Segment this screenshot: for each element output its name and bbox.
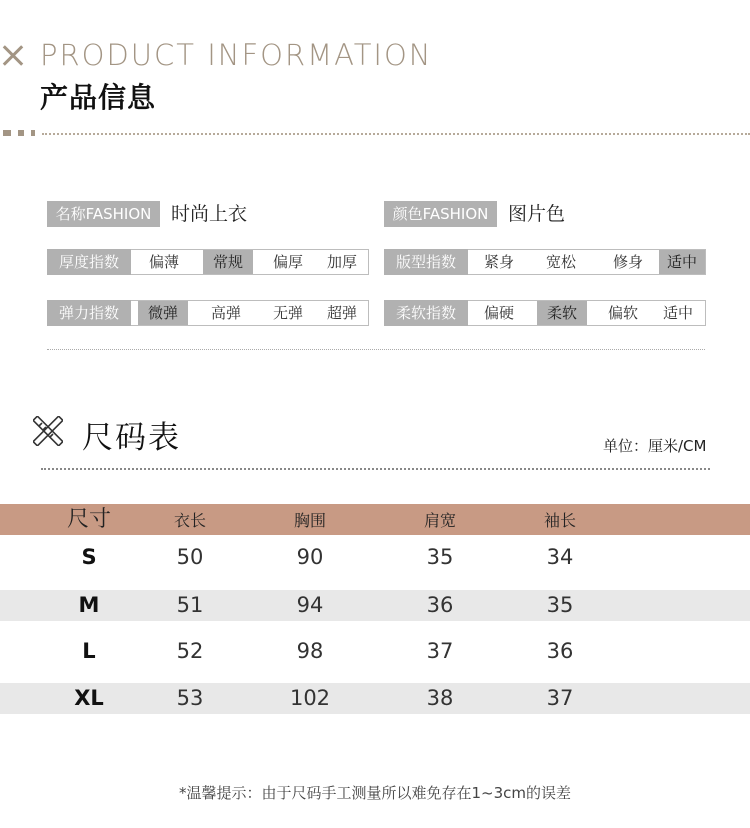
table-cell: 36 [426,593,454,617]
scale-option-selected: 常规 [203,250,253,274]
scale-label: 厚度指数 [47,249,131,275]
name-value: 时尚上衣 [171,203,248,225]
color-label: 颜色FASHION [384,201,497,227]
section-title-en: PRODUCT INFORMATION [40,38,433,72]
table-cell: 52 [176,639,204,663]
scale-option-selected: 适中 [659,250,705,274]
table-cell: 37 [426,639,454,663]
table-cell: 37 [546,686,574,710]
dotted-divider [42,133,750,135]
column-header: 胸围 [293,511,326,530]
scale-option-selected: 柔软 [537,301,587,325]
scale-label: 弹力指数 [47,300,131,326]
dotted-divider [47,349,705,350]
scale-option: 偏薄 [148,253,179,271]
section-title-cn: 产品信息 [40,81,157,114]
table-cell: 50 [176,545,204,569]
column-header: 袖长 [543,511,576,530]
scale-option: 偏厚 [272,253,303,271]
scale-option: 加厚 [326,253,357,271]
scale-option: 修身 [612,253,643,271]
scale-label: 柔软指数 [384,300,468,326]
divider-square [31,130,35,136]
scale-option: 偏软 [607,304,638,322]
fit-scale [384,249,706,275]
scale-option: 紧身 [483,253,514,271]
name-label: 名称FASHION [47,201,160,227]
table-cell: 98 [296,639,324,663]
column-header: 尺寸 [66,507,111,532]
elasticity-scale [47,300,369,326]
pencil-ruler-icon [33,416,63,446]
table-cell: 38 [426,686,454,710]
dotted-divider [41,468,710,470]
size-cell: M [78,593,100,617]
table-cell: 53 [176,686,204,710]
thickness-scale [47,249,369,275]
table-cell: 34 [546,545,574,569]
scale-option: 超弹 [326,304,357,322]
size-cell: S [81,545,97,569]
divider-square [3,130,11,136]
table-cell: 35 [426,545,454,569]
table-cell: 51 [176,593,204,617]
table-cell: 35 [546,593,574,617]
softness-scale [384,300,706,326]
column-header: 肩宽 [423,511,456,530]
size-cell: L [82,639,96,663]
table-row [0,590,750,621]
size-chart-title: 尺码表 [82,420,181,456]
scale-option: 适中 [662,304,693,322]
close-x-icon [2,44,24,66]
scale-option: 无弹 [272,304,303,322]
table-row [0,542,750,573]
divider-square [18,130,24,136]
unit-label: 单位：厘米/CM [603,437,707,455]
scale-option: 偏硬 [483,304,514,322]
size-cell: XL [74,686,104,710]
scale-option: 高弹 [210,304,241,322]
table-cell: 36 [546,639,574,663]
column-header: 衣长 [173,511,206,530]
table-cell: 90 [296,545,324,569]
table-cell: 94 [296,593,324,617]
scale-option: 宽松 [545,253,576,271]
measurement-note: *温馨提示：由于尺码手工测量所以难免存在1~3cm的误差 [178,784,572,802]
table-row [0,636,750,667]
table-row [0,683,750,714]
scale-label: 版型指数 [384,249,468,275]
color-value: 图片色 [508,203,566,225]
scale-option-selected: 微弹 [138,301,188,325]
table-cell: 102 [289,686,331,710]
